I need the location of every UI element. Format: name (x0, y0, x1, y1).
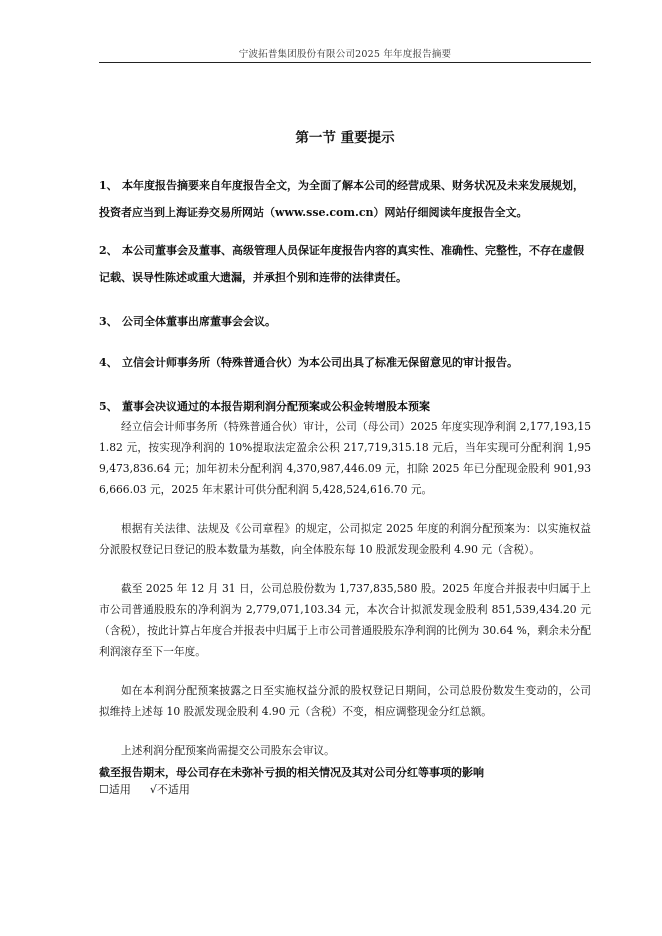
paragraph-shareholder-approval: 上述利润分配预案尚需提交公司股东会审议。 (121, 744, 335, 757)
item-4 (99, 349, 591, 376)
item-1 (99, 172, 591, 226)
item-text: 公司全体董事出席董事会会议。 (122, 315, 276, 328)
item-number: 1、 (99, 179, 118, 192)
paragraph-share-change: 如在本利润分配预案披露之日至实施权益分派的股权登记日期间，公司总股份数发生变动的，公司拟维持上述每 10 股派发现金股利 4.90 元（含税）不变，相应调整现金分红总额。 (99, 684, 591, 718)
section-title: 第一节 重要提示 (295, 130, 395, 146)
header-divider (99, 62, 591, 63)
item-text: 本年度报告摘要来自年度报告全文，为全面了解本公司的经营成果、财务状况及未来发展规划，投资者应当到上海证券交易所网站（www.sse.com.cn）网站仔细阅读年度报告全文。 (99, 179, 584, 219)
item-3 (99, 308, 591, 335)
paragraph-net-profit: 经立信会计师事务所（特殊普通合伙）审计，公司（母公司）2025 年度实现净利润 2,177,193,151.82 元，按实现净利润的 10%提取法定盈余公积 217,719,315.18 元后，当年实现可分配利润 1,959,473,836.64 元；加年初未分配利润 4,370,987,446.09 元，扣除 2025 年已分配现金股利 901,936,666.03 元，2025 年末累计可供分配利润 5,428,524,616.70 元。 (99, 420, 591, 496)
checkbox-unchecked-icon: ☐ (99, 783, 109, 796)
item-text: 董事会决议通过的本报告期利润分配预案或公积金转增股本预案 (122, 400, 430, 413)
item-number: 2、 (99, 244, 118, 257)
check-mark-icon: √ (149, 783, 157, 796)
loss-heading: 截至报告期末，母公司存在未弥补亏损的相关情况及其对公司分红等事项的影响 (99, 766, 484, 779)
paragraph-total-shares: 截至 2025 年 12 月 31 日，公司总股份数为 1,737,835,580 股。2025 年度合并报表中归属于上市公司普通股股东的净利润为 2,779,071,103.34 元，本次合计拟派发现金股利 851,539,434.20 元（含税），按此计算占年度合并报表中归属于上市公司普通股股东净利润的比例为 30.64 %，剩余未分配利润滚存至下一年度。 (99, 582, 591, 658)
page-header: 宁波拓普集团股份有限公司2025 年年度报告摘要 (238, 49, 452, 60)
paragraph-distribution-plan: 根据有关法律、法规及《公司章程》的规定，公司拟定 2025 年度的利润分配预案为：以实施权益分派股权登记日登记的股本数量为基数，向全体股东每 10 股派发现金股利 4.90 元（含税）。 (99, 522, 591, 556)
item-text: 立信会计师事务所（特殊普通合伙）为本公司出具了标准无保留意见的审计报告。 (122, 356, 518, 369)
item-number: 4、 (99, 356, 118, 369)
option-not-applicable: 不适用 (156, 783, 190, 796)
item-text: 本公司董事会及董事、高级管理人员保证年度报告内容的真实性、准确性、完整性，不存在虚假记载、误导性陈述或重大遗漏，并承担个别和连带的法律责任。 (99, 244, 584, 284)
item-number: 3、 (99, 315, 118, 328)
item-2 (99, 237, 591, 291)
applicability-options (99, 781, 190, 797)
item-number: 5、 (99, 400, 118, 413)
option-applicable: 适用 (108, 783, 131, 796)
